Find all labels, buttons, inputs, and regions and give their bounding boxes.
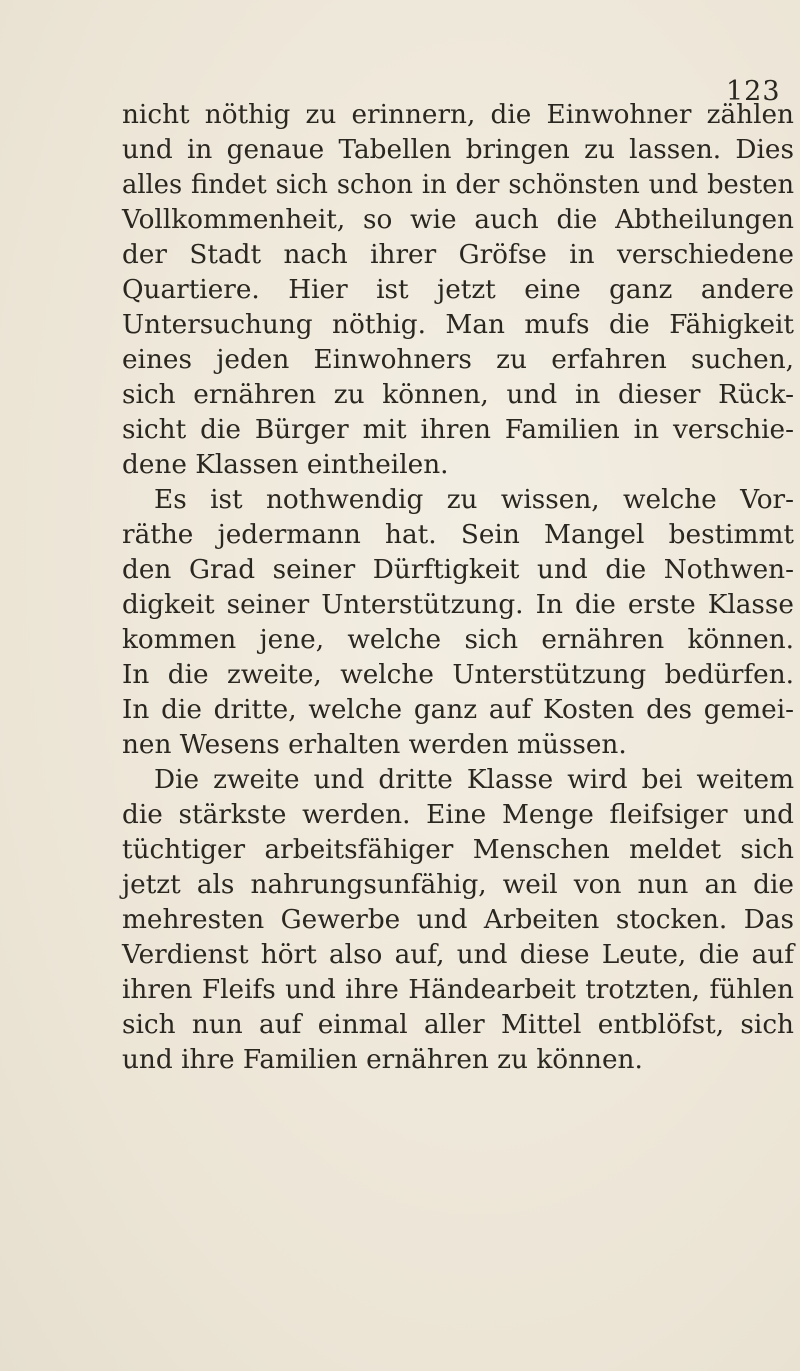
text-line: mehresten Gewerbe und Arbeiten stocken. Das xyxy=(122,905,794,935)
paragraph-3 xyxy=(122,763,794,1078)
text-line: Es ist nothwendig zu wissen, welche Vor- xyxy=(154,485,794,515)
text-line: digkeit seiner Unterstützung. In die erste Klasse xyxy=(122,590,794,620)
text-line: Quartiere. Hier ist jetzt eine ganz andere xyxy=(122,275,794,305)
text-line: sich ernähren zu können, und in dieser Rück- xyxy=(122,380,794,410)
text-line: dene Klassen eintheilen. xyxy=(122,450,449,480)
text-line: Untersuchung nöthig. Man mufs die Fähigkeit xyxy=(122,310,794,340)
text-line: räthe jedermann hat. Sein Mangel bestimmt xyxy=(122,520,794,550)
text-line: In die dritte, welche ganz auf Kosten des gemei- xyxy=(122,695,794,725)
paragraph-1 xyxy=(122,98,794,483)
text-line: sich nun auf einmal aller Mittel entblöfst, sich xyxy=(122,1010,794,1040)
text-line: und in genaue Tabellen bringen zu lassen. Dies xyxy=(122,135,794,165)
text-line: den Grad seiner Dürftigkeit und die Nothwen- xyxy=(122,555,794,585)
text-line: die stärkste werden. Eine Menge fleifsiger und xyxy=(122,800,794,830)
text-line: alles findet sich schon in der schönsten und besten xyxy=(122,170,794,200)
text-line: nen Wesens erhalten werden müssen. xyxy=(122,730,627,760)
text-line: tüchtiger arbeitsfähiger Menschen meldet sich xyxy=(122,835,794,865)
text-line: Vollkommenheit, so wie auch die Abtheilungen xyxy=(122,205,794,235)
paragraph-2 xyxy=(122,483,794,763)
text-line: ihren Fleifs und ihre Händearbeit trotzten, fühlen xyxy=(122,975,794,1005)
text-line: und ihre Familien ernähren zu können. xyxy=(122,1045,643,1075)
page-number: 123 xyxy=(726,76,781,107)
text-line: nicht nöthig zu erinnern, die Einwohner zählen xyxy=(122,100,794,130)
text-line: kommen jene, welche sich ernähren können. xyxy=(122,625,794,655)
text-line: Die zweite und dritte Klasse wird bei weitem xyxy=(154,765,794,795)
text-line: Verdienst hört also auf, und diese Leute, die auf xyxy=(122,940,794,970)
text-line: In die zweite, welche Unterstützung bedürfen. xyxy=(122,660,794,690)
text-line: jetzt als nahrungsunfähig, weil von nun an die xyxy=(122,870,794,900)
text-line: der Stadt nach ihrer Gröfse in verschiedene xyxy=(122,240,794,270)
body-text xyxy=(122,98,794,1078)
text-line: eines jeden Einwohners zu erfahren suchen, xyxy=(122,345,794,375)
text-line: sicht die Bürger mit ihren Familien in verschie- xyxy=(122,415,794,445)
